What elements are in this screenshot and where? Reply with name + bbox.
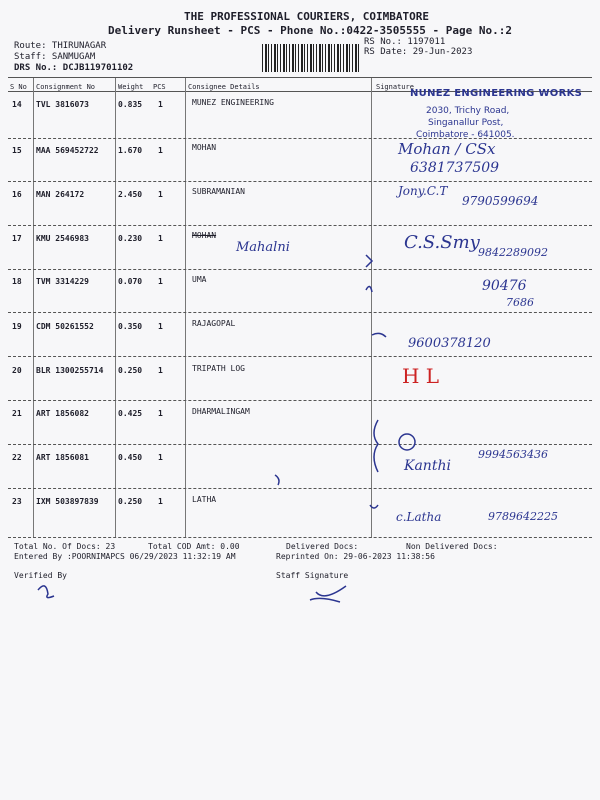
row-consignee: UMA bbox=[192, 275, 207, 284]
handwritten-phone: 7686 bbox=[506, 296, 534, 309]
row-sno: 17 bbox=[12, 234, 22, 243]
row-consignee: MOHAN bbox=[192, 231, 217, 240]
rs-number: RS No.: 1197011 bbox=[364, 37, 446, 47]
row-pcs: 1 bbox=[158, 453, 163, 462]
row-sno: 22 bbox=[12, 453, 22, 462]
row-weight: 0.250 bbox=[118, 497, 143, 506]
row-consignee: RAJAGOPAL bbox=[192, 319, 236, 328]
stamp-line: 2030, Trichy Road, bbox=[426, 106, 510, 116]
handwritten-phone: 9842289092 bbox=[478, 246, 548, 259]
row-consignment: ART 1856081 bbox=[36, 453, 89, 462]
handwritten-signature: Jony.C.T bbox=[398, 184, 448, 198]
runsheet-title: Delivery Runsheet - PCS - Phone No.:0422-3505555 - Page No.:2 bbox=[108, 24, 512, 37]
row-sno: 20 bbox=[12, 366, 22, 375]
row-consignee: MOHAN bbox=[192, 143, 217, 152]
stamp-line: Coimbatore - 641005. bbox=[416, 130, 515, 140]
row-weight: 0.230 bbox=[118, 234, 143, 243]
company-title: THE PROFESSIONAL COURIERS, COIMBATORE bbox=[184, 10, 430, 23]
handwritten-signature: Mohan / CSx bbox=[398, 140, 496, 158]
row-consignment: TVL 3816073 bbox=[36, 100, 89, 109]
row-consignee: MUNEZ ENGINEERING bbox=[192, 98, 274, 107]
total-cod: Total COD Amt: 0.00 bbox=[148, 542, 240, 551]
stamp-line: Singanallur Post, bbox=[428, 118, 504, 128]
row-sno: 14 bbox=[12, 100, 22, 109]
non-delivered-docs: Non Delivered Docs: bbox=[406, 542, 498, 551]
row-consignment: TVM 3314229 bbox=[36, 277, 89, 286]
staff-signature-label: Staff Signature bbox=[276, 571, 349, 580]
reprinted-on: Reprinted On: 29-06-2023 11:38:56 bbox=[276, 552, 435, 561]
row-consignee: TRIPATH LOG bbox=[192, 364, 245, 373]
row-consignee: SUBRAMANIAN bbox=[192, 187, 245, 196]
row-weight: 0.425 bbox=[118, 409, 143, 418]
row-weight: 0.350 bbox=[118, 322, 143, 331]
handwritten-signature: Kanthi bbox=[404, 458, 451, 474]
staff-label: Staff: SANMUGAM bbox=[14, 52, 96, 62]
verified-by-label: Verified By bbox=[14, 571, 67, 580]
row-sno: 23 bbox=[12, 497, 22, 506]
col-header-signature: Signature bbox=[376, 83, 414, 91]
row-sno: 15 bbox=[12, 146, 22, 155]
row-pcs: 1 bbox=[158, 190, 163, 199]
row-pcs: 1 bbox=[158, 322, 163, 331]
row-consignment: BLR 1300255714 bbox=[36, 366, 104, 375]
handwritten-phone: 9600378120 bbox=[408, 336, 491, 351]
row-sno: 19 bbox=[12, 322, 22, 331]
row-sno: 21 bbox=[12, 409, 22, 418]
entered-by: Entered By :POORNIMAPCS 06/29/2023 11:32:19 AM bbox=[14, 552, 236, 561]
row-consignee: LATHA bbox=[192, 495, 217, 504]
handwritten-signature: c.Latha bbox=[396, 510, 442, 524]
row-weight: 0.835 bbox=[118, 100, 143, 109]
handwritten-signature: Mahalni bbox=[236, 240, 290, 255]
drs-value: DCJB119701102 bbox=[62, 63, 134, 73]
row-pcs: 1 bbox=[158, 146, 163, 155]
row-weight: 2.450 bbox=[118, 190, 143, 199]
handwritten-phone: 9994563436 bbox=[478, 448, 548, 461]
handwritten-phone: 9790599694 bbox=[462, 194, 539, 208]
row-sno: 18 bbox=[12, 277, 22, 286]
route-label: Route: THIRUNAGAR bbox=[14, 41, 107, 51]
handwritten-phone: 6381737509 bbox=[410, 160, 500, 176]
col-header-weight: Weight bbox=[118, 83, 144, 91]
handwritten-phone: 90476 bbox=[482, 278, 527, 294]
col-header-pcs: PCS bbox=[153, 83, 166, 91]
row-consignment: MAN 264172 bbox=[36, 190, 85, 199]
col-header-sno: S No bbox=[10, 83, 27, 91]
row-weight: 0.450 bbox=[118, 453, 143, 462]
total-docs: Total No. Of Docs: 23 bbox=[14, 542, 116, 551]
delivered-docs: Delivered Docs: bbox=[286, 542, 359, 551]
rs-date: RS Date: 29-Jun-2023 bbox=[364, 47, 473, 57]
row-pcs: 1 bbox=[158, 366, 163, 375]
handwritten-phone: 9789642225 bbox=[488, 510, 558, 523]
row-consignment: MAA 569452722 bbox=[36, 146, 99, 155]
row-pcs: 1 bbox=[158, 409, 163, 418]
row-pcs: 1 bbox=[158, 497, 163, 506]
row-pcs: 1 bbox=[158, 100, 163, 109]
row-consignee: DHARMALINGAM bbox=[192, 407, 250, 416]
row-weight: 0.070 bbox=[118, 277, 143, 286]
col-header-consignee: Consignee Details bbox=[188, 83, 260, 91]
row-weight: 0.250 bbox=[118, 366, 143, 375]
stamp-line: NUNEZ ENGINEERING WORKS bbox=[410, 88, 583, 99]
row-pcs: 1 bbox=[158, 234, 163, 243]
handwritten-signature: H L bbox=[402, 364, 440, 388]
row-consignment: IXM 503897839 bbox=[36, 497, 99, 506]
row-consignment: KMU 2546983 bbox=[36, 234, 89, 243]
row-sno: 16 bbox=[12, 190, 22, 199]
handwritten-signature: C.S.Smy bbox=[404, 232, 480, 253]
drs-label: DRS No.: bbox=[14, 63, 58, 73]
row-weight: 1.670 bbox=[118, 146, 143, 155]
row-consignment: CDM 50261552 bbox=[36, 322, 94, 331]
row-pcs: 1 bbox=[158, 277, 163, 286]
row-consignment: ART 1856082 bbox=[36, 409, 89, 418]
col-header-consignment: Consignment No bbox=[36, 83, 96, 91]
